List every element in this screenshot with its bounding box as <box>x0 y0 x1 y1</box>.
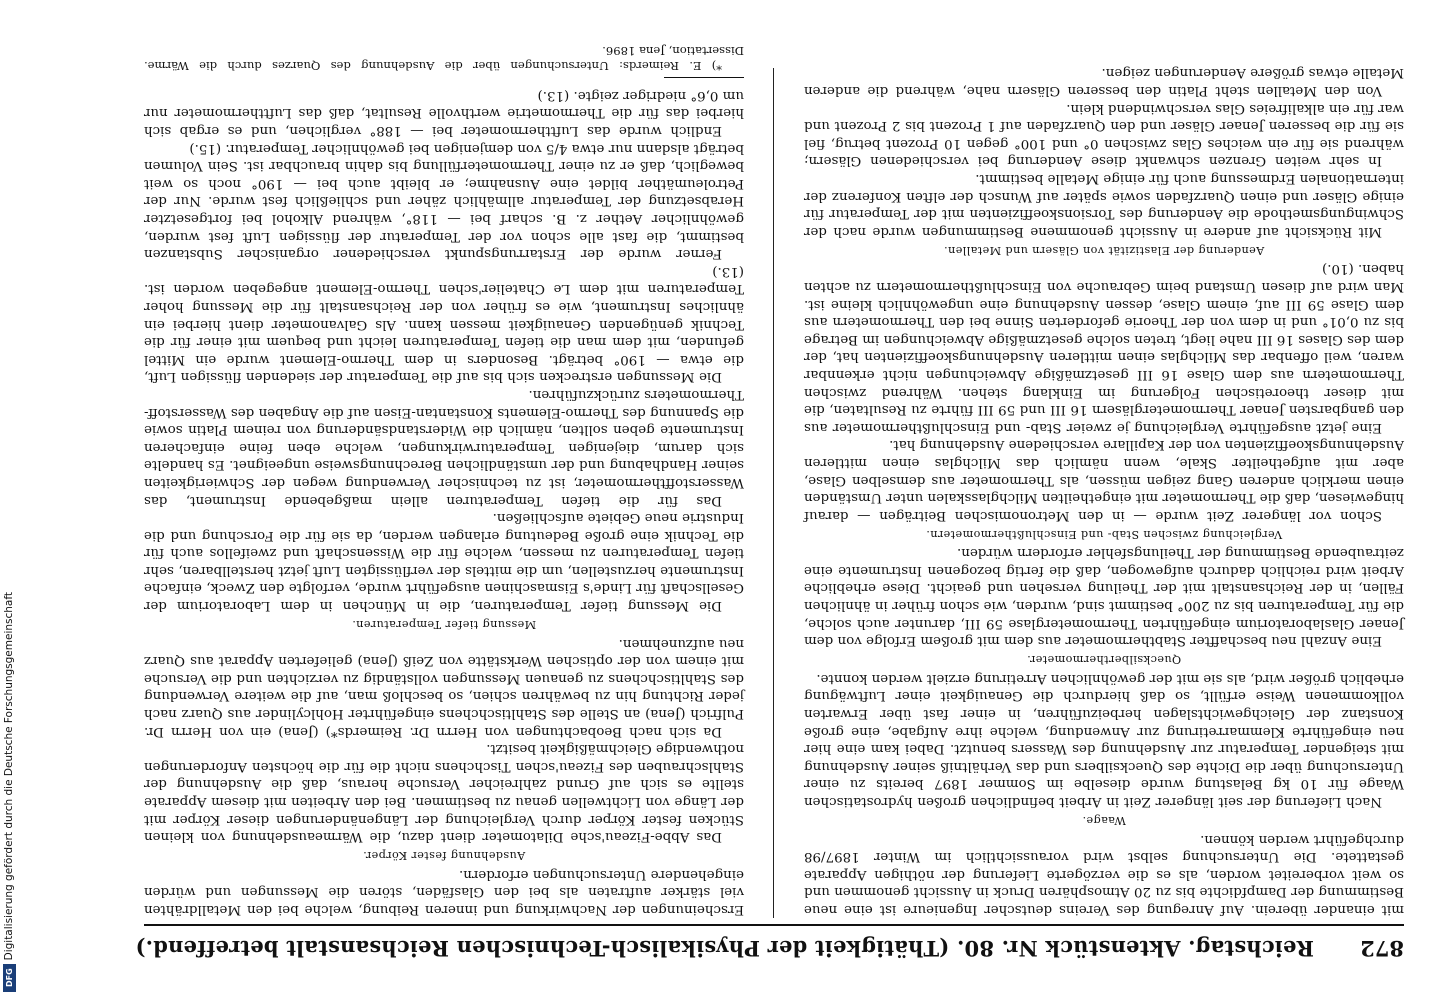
paragraph: mit einander überein. Auf Anregung des Vereins deutscher Ingenieure ist eine neue Bestimmung der Dampfdichte bis zu 20 Atmosphären Druck in Aussicht genommen und so weit vorbereitet worden, als es die verzögerte Lieferung der nöthigen Apparate gestattete. Die Untersuchung selbst wird voraussichtlich im Winter 1897/98 durchgeführt werden können. <box>804 831 1404 917</box>
paragraph: In sehr weiten Grenzen schwankt diese Aenderung bei verschiedenen Gläsern; während sie für ein weiches Glas zwischen 0° und 100° gegen 10 Prozent betrug, fiel sie für die besseren Jenaer Gläser und den Quarzfaden auf 1 Prozent bis 2 Prozent und war für ein alkalifreies Glas verschwindend klein. <box>804 100 1404 169</box>
paragraph: Das Abbe-Fizeau'sche Dilatometer dient dazu, die Wärmeausdehnung von kleinen Stücken fester Körper durch Vergleichung der Längenänderungen dieser Körper mit der Länge von Lichtwellen genau zu bestimmen. Bei den Arbeiten mit diesem Apparate stellte es sich auf Grund zahlreicher Versuche heraus, daß die Ausdehnung der Stahlschrauben des Fizeau'schen Tischchens nicht die für die höchsten Anforderungen nothwendige Gleichmäßigkeit besitzt. <box>144 741 744 845</box>
page-content <box>135 44 1404 970</box>
paragraph: Eine Anzahl neu beschaffter Stabthermometer aus dem mit großem Erfolge von dem Jenaer Glaslaboratorium eingeführten Thermometerglase 59 III, darunter auch solche, die für Temperaturen bis zu 200° bestimmt sind, wurden, wie schon früher in ähnlichen Fällen, in der Reichsanstalt mit der Theilung versehen und geaicht. Diese erhebliche Arbeit wird reichlich dadurch aufgewogen, daß die fertig bezogenen Instrumente eine zeitraubende Bestimmung der Theilungsfehler erfordern würden. <box>804 545 1404 649</box>
paragraph: Endlich wurde das Luftthermometer bei — 188° verglichen, und es ergab sich hierbei das für die Thermometrie werthvolle Resultat, daß das Luftthermometer nur um 0,6° niedriger zeigte. (13.) <box>144 87 744 139</box>
footnote-rule <box>664 77 744 78</box>
paragraph: Erscheinungen der Nachwirkung und inneren Reibung, welche bei den Metalldrähten viel stärker auftraten als bei den Glasfäden, stören die Messungen und würden eingehendere Untersuchungen erfordern. <box>144 866 744 917</box>
section-heading-vergleichung: Vergleichung zwischen Stab- und Einschlußthermometern. <box>925 527 1283 541</box>
right-column <box>144 44 744 918</box>
paragraph: Von den Metallen steht Platin den besseren Gläsern nahe, während die anderen Metalle etwas größere Aenderungen zeigen. <box>804 65 1404 99</box>
paragraph: Die Messungen erstrecken sich bis auf die Temperatur der siedenden flüssigen Luft, die etwa — 190° beträgt. Besonders in dem Thermo-Element wurde ein Mittel gefunden, mit dem man die tiefen Temperaturen leicht und bequem mit einer für die Technik genügenden Genauigkeit messen kann. Als Galvanometer dient hierbei ein ähnliches Instrument, wie es früher von der Reichsanstalt für die Messung hoher Temperaturen mit dem Le Chatelier'schen Thermo-Element angegeben worden ist. (13.) <box>144 263 744 385</box>
paragraph: Nach Lieferung der seit längerer Zeit in Arbeit befindlichen großen hydrostatischen Waage für 10 kg Belastung wurde dieselbe im Sommer 1897 bereits zu einer Untersuchung über die Dichte des Quecksilbers und das Verhältniß seiner Ausdehnung mit steigender Temperatur zur Ausdehnung des Wassers benutzt. Dabei kam eine hier neu eingeführte Klemmarretirung zur Anwendung, welche ihre Aufgabe, eine große Konstanz der Gleichgewichtslagen herbeizuführen, in einer fast über Erwarten vollkommenen Weise erfüllt, so daß hierdurch die Genauigkeit einer Luftwägung erheblich größer wird, als sie mit der gewöhnlichen Arretirung erzielt werden konnte. <box>804 670 1404 810</box>
footnote: *) E. Reimerds: Untersuchungen über die Ausdehnung des Quarzes durch die Wärme. Dissertation, Jena 1896. <box>144 44 744 74</box>
paragraph: Mit Rücksicht auf andere in Aussicht genommene Bestimmungen wurde nach der Schwingungsmethode die Aenderung des Torsionskoeffizienten mit der Temperatur für einige Gläser und einen Quarzfaden sowie später auf Wunsch der elften Konferenz der internationalen Erdmessung auch für einige Metalle bestimmt. <box>804 171 1404 239</box>
paragraph: Das für die tiefen Temperaturen allein maßgebende Instrument, das Wasserstoffthermometer, ist zu technischer Verwendung wegen der Schwierigkeiten seiner Handhabung und der umständlichen Berechnungsweise ungeeignet. Es handelte sich darum, diejenigen Temperaturwirkungen, welche eben feine einfacheren Instrumente geben sollten, nämlich die Widerstandsänderung von reinem Platin sowie die Spannung des Thermo-Elements Konstantan-Eisen auf die Angaben des Wasserstoff-Thermometers zurückzuführen. <box>144 386 744 508</box>
page-number: 872 <box>1360 936 1404 961</box>
page-header <box>135 924 1404 970</box>
column-divider <box>773 68 774 918</box>
paragraph: Ferner wurde der Erstarrungspunkt verschiedener organischer Substanzen bestimmt, die fast alle schon vor der Temperatur der flüssigen Luft fest wurden, gewöhnlicher Aether z. B. scharf bei — 118°, während Alkohol bei fortgesetzter Herabsetzung der Temperatur allmählich zäher und schließlich fest wurde. Nur der Petroleumäther bildet eine Ausnahme; er bleibt auch bei — 190° noch so weit beweglich, daß er zu einer Thermometerfüllung bis dahin brauchbar ist. Sein Volumen beträgt alsdann nur etwa 4/5 von demjenigen bei gewöhnlicher Temperatur. (15.) <box>144 140 744 262</box>
section-heading-waage: Waage. <box>1082 814 1126 828</box>
paragraph: Schon vor längerer Zeit wurde — in den Metronomischen Beiträgen — darauf hingewiesen, daß die Thermometer mit eingetheilten Milchglasskalen unter Umständen einen merklich anderen Gang zeigen müssen, als Thermometer aus demselben Glase, aber mit aufgetheilter Skale, wenn nämlich das Milchglas einen mittleren Ausdehnungskoeffizienten von der Kapillare verschiedene Ausdehnung hat. <box>804 437 1404 523</box>
section-heading-quecksilberthermometer: Quecksilberthermometer. <box>1026 653 1182 667</box>
section-heading-tiefe-temperaturen: Messung tiefer Temperaturen. <box>351 618 537 632</box>
section-heading-elastizitaet: Aenderung der Elastizität von Gläsern und Metallen. <box>943 243 1265 257</box>
paragraph: Da sich nach Beobachtungen von Herrn Dr. Reimerds*) (Jena) ein von Herrn Dr. Pulfrich (Jena) an Stelle des Stahltischchens eingeführter Hohlcylinder aus Quarz nach jeder Richtung hin zu bewähren schien, so beschloß man, auf die weitere Verwendung des Stahltischchens zu genauen Messungen vollständig zu verzichten und die Versuche mit einem von der optischen Werkstätte von Zeiß (Jena) gelieferten Apparat aus Quarz neu aufzunehmen. <box>144 635 744 739</box>
left-column <box>804 65 1404 918</box>
page-title: Reichstag. Aktenstück Nr. 80. (Thätigkeit der Physikalisch-Technischen Reichsanstalt betreffend.) <box>135 936 1314 961</box>
dfg-logo: DFG <box>3 964 16 992</box>
paragraph: Die Messung tiefer Temperaturen, die in München in dem Laboratorium der Gesellschaft für Linde's Eismaschinen ausgeführt wurde, verfolgte den Zweck, einfache Instrumente herzustellen, um die mittels der verflüssigten Luft jetzt herstellbaren, sehr tiefen Temperaturen zu messen, welche für die Wissenschaft und zweifellos auch für die Technik eine große Bedeutung erlangen werden, da sie für die Forschung und die Industrie neue Gebiete aufschließen. <box>144 510 744 614</box>
paragraph: Eine jetzt ausgeführte Vergleichung je zweier Stab- und Einschlußthermometer aus den gangbarsten Jenaer Thermometergläsern 16 III und 59 III führte zu Resultaten, die mit dieser theoretischen Folgerung im Einklang stehen. Während zwischen Thermometern aus dem Glase 16 III gesetzmäßige Abweichungen nicht erkennbar waren, weil offenbar das Milchglas einen mittleren Ausdehnungskoeffizienten hat, der dem des Glases 16 III nahe liegt, treten solche gesetzmäßige Abweichungen im Betrage bis zu 0,01° und in dem von der Theorie geforderten Sinne bei den Thermometern aus dem Glase 59 III auf, einem Glase, dessen Ausdehnung eine ungewöhnlich kleine ist. Man wird auf diesen Umstand beim Gebrauche von Einschlußthermometern zu achten haben. (10.) <box>804 261 1404 435</box>
section-heading-ausdehnung: Ausdehnung fester Körper. <box>362 849 526 863</box>
digitization-credit: Digitalisierung gefördert durch die Deutsche Forschungsgemeinschaft <box>3 591 15 960</box>
